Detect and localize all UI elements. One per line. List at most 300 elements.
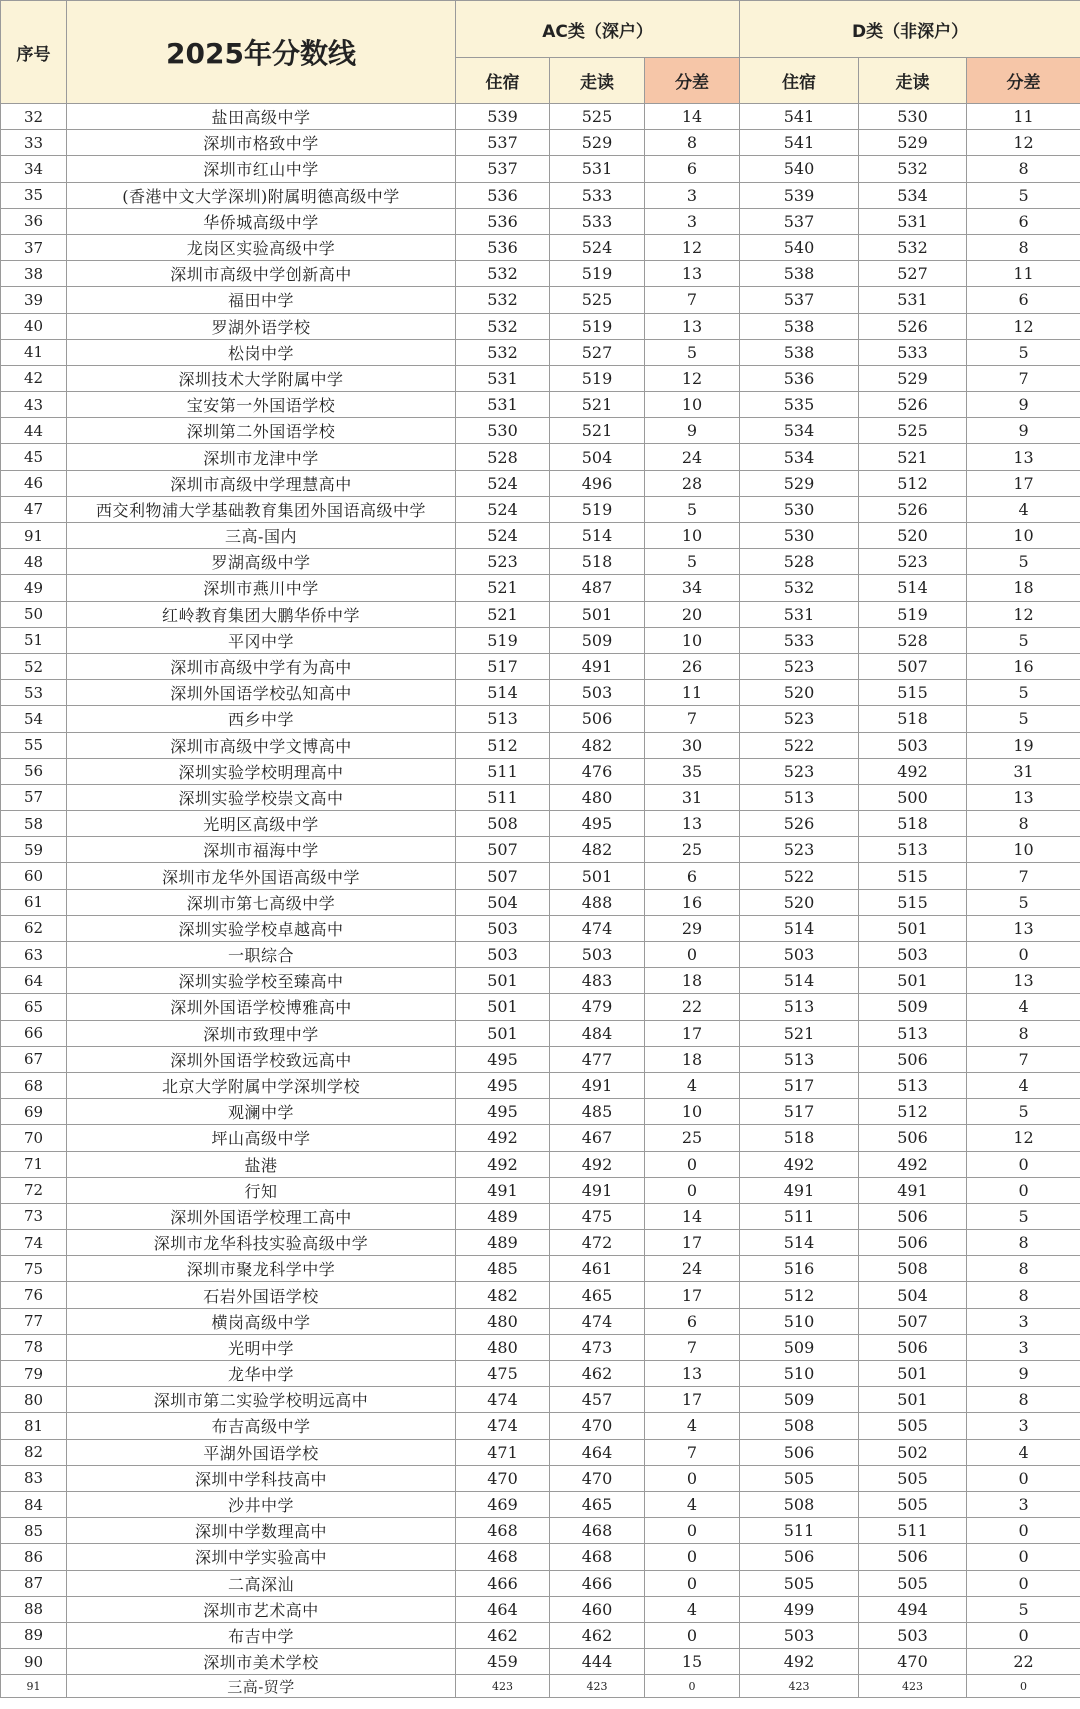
d-diff-cell: 11 bbox=[967, 104, 1080, 130]
table-row bbox=[1, 1151, 1080, 1177]
ac-day-score-cell: 501 bbox=[550, 863, 645, 889]
d-board-score-cell: 522 bbox=[740, 732, 859, 758]
table-row bbox=[1, 1046, 1080, 1072]
ac-diff-cell: 0 bbox=[645, 1570, 740, 1596]
ac-day-score-cell: 461 bbox=[550, 1256, 645, 1282]
school-name-cell: 北京大学附属中学深圳学校 bbox=[67, 1072, 456, 1098]
ac-board-score-cell: 507 bbox=[456, 837, 550, 863]
d-diff-cell: 7 bbox=[967, 863, 1080, 889]
ac-diff-cell: 0 bbox=[645, 1518, 740, 1544]
ac-diff-cell: 17 bbox=[645, 1230, 740, 1256]
ac-day-score-cell: 465 bbox=[550, 1282, 645, 1308]
ac-day-score-cell: 475 bbox=[550, 1203, 645, 1229]
school-name-cell: 深圳外国语学校理工高中 bbox=[67, 1203, 456, 1229]
d-diff-cell: 4 bbox=[967, 1439, 1080, 1465]
ac-day-score-cell: 519 bbox=[550, 313, 645, 339]
ac-diff-cell: 12 bbox=[645, 365, 740, 391]
school-name-cell: 行知 bbox=[67, 1177, 456, 1203]
d-day-score-cell: 526 bbox=[859, 496, 967, 522]
ac-day-score-cell: 482 bbox=[550, 732, 645, 758]
ac-diff-cell: 10 bbox=[645, 523, 740, 549]
seq-cell: 62 bbox=[1, 915, 67, 941]
ac-day-score-cell: 423 bbox=[550, 1675, 645, 1698]
d-day-score-cell: 506 bbox=[859, 1203, 967, 1229]
school-name-cell: (香港中文大学深圳)附属明德高级中学 bbox=[67, 182, 456, 208]
ac-diff-cell: 26 bbox=[645, 653, 740, 679]
d-board-score-cell: 536 bbox=[740, 365, 859, 391]
ac-board-score-cell: 524 bbox=[456, 470, 550, 496]
seq-cell: 60 bbox=[1, 863, 67, 889]
ac-board-score-cell: 528 bbox=[456, 444, 550, 470]
seq-cell: 32 bbox=[1, 104, 67, 130]
ac-board-score-cell: 519 bbox=[456, 627, 550, 653]
ac-board-score-cell: 471 bbox=[456, 1439, 550, 1465]
seq-cell: 51 bbox=[1, 627, 67, 653]
table-row bbox=[1, 811, 1080, 837]
school-name-cell: 深圳外国语学校致远高中 bbox=[67, 1046, 456, 1072]
table-row bbox=[1, 1675, 1080, 1698]
school-name-cell: 布吉中学 bbox=[67, 1622, 456, 1648]
d-diff-cell: 11 bbox=[967, 261, 1080, 287]
d-day-score-cell: 500 bbox=[859, 784, 967, 810]
ac-diff-cell: 13 bbox=[645, 1361, 740, 1387]
ac-day-score-cell: 477 bbox=[550, 1046, 645, 1072]
d-diff-cell: 6 bbox=[967, 208, 1080, 234]
d-day-score-cell: 534 bbox=[859, 182, 967, 208]
table-row bbox=[1, 784, 1080, 810]
school-name-cell: 深圳市高级中学理慧高中 bbox=[67, 470, 456, 496]
table-row bbox=[1, 758, 1080, 784]
ac-day-score-cell: 492 bbox=[550, 1151, 645, 1177]
d-diff-cell: 8 bbox=[967, 1387, 1080, 1413]
d-board-header: 住宿 bbox=[740, 58, 859, 104]
ac-day-score-cell: 521 bbox=[550, 418, 645, 444]
d-diff-cell: 12 bbox=[967, 130, 1080, 156]
d-diff-cell: 13 bbox=[967, 968, 1080, 994]
d-day-score-cell: 501 bbox=[859, 968, 967, 994]
ac-board-score-cell: 489 bbox=[456, 1203, 550, 1229]
seq-cell: 86 bbox=[1, 1544, 67, 1570]
ac-day-score-cell: 473 bbox=[550, 1334, 645, 1360]
ac-day-score-cell: 503 bbox=[550, 680, 645, 706]
seq-cell: 87 bbox=[1, 1570, 67, 1596]
ac-day-score-cell: 467 bbox=[550, 1125, 645, 1151]
d-board-score-cell: 505 bbox=[740, 1570, 859, 1596]
table-row bbox=[1, 732, 1080, 758]
school-name-cell: 观澜中学 bbox=[67, 1099, 456, 1125]
ac-board-score-cell: 537 bbox=[456, 156, 550, 182]
ac-diff-cell: 16 bbox=[645, 889, 740, 915]
table-row bbox=[1, 1596, 1080, 1622]
d-diff-cell: 0 bbox=[967, 1675, 1080, 1698]
ac-day-score-cell: 468 bbox=[550, 1518, 645, 1544]
ac-day-header: 走读 bbox=[550, 58, 645, 104]
d-board-score-cell: 509 bbox=[740, 1387, 859, 1413]
table-row bbox=[1, 1072, 1080, 1098]
seq-cell: 88 bbox=[1, 1596, 67, 1622]
ac-diff-cell: 8 bbox=[645, 130, 740, 156]
ac-diff-cell: 13 bbox=[645, 261, 740, 287]
ac-board-score-cell: 480 bbox=[456, 1308, 550, 1334]
ac-day-score-cell: 519 bbox=[550, 365, 645, 391]
ac-board-score-cell: 464 bbox=[456, 1596, 550, 1622]
seq-cell: 47 bbox=[1, 496, 67, 522]
d-board-score-cell: 503 bbox=[740, 1622, 859, 1648]
ac-board-score-cell: 532 bbox=[456, 339, 550, 365]
seq-cell: 76 bbox=[1, 1282, 67, 1308]
school-name-cell: 深圳外国语学校弘知高中 bbox=[67, 680, 456, 706]
d-diff-cell: 3 bbox=[967, 1491, 1080, 1517]
table-row bbox=[1, 575, 1080, 601]
ac-day-score-cell: 509 bbox=[550, 627, 645, 653]
school-name-cell: 西交利物浦大学基础教育集团外国语高级中学 bbox=[67, 496, 456, 522]
d-day-score-cell: 503 bbox=[859, 732, 967, 758]
d-diff-cell: 8 bbox=[967, 156, 1080, 182]
table-row bbox=[1, 1020, 1080, 1046]
table-row bbox=[1, 418, 1080, 444]
table-row bbox=[1, 1308, 1080, 1334]
ac-diff-cell: 3 bbox=[645, 208, 740, 234]
ac-board-score-cell: 524 bbox=[456, 496, 550, 522]
table-row bbox=[1, 1518, 1080, 1544]
ac-diff-cell: 4 bbox=[645, 1413, 740, 1439]
ac-diff-cell: 0 bbox=[645, 942, 740, 968]
ac-diff-cell: 0 bbox=[645, 1151, 740, 1177]
d-board-score-cell: 533 bbox=[740, 627, 859, 653]
d-diff-cell: 0 bbox=[967, 1544, 1080, 1570]
d-diff-cell: 5 bbox=[967, 889, 1080, 915]
ac-diff-cell: 11 bbox=[645, 680, 740, 706]
d-board-score-cell: 534 bbox=[740, 444, 859, 470]
d-board-score-cell: 520 bbox=[740, 889, 859, 915]
d-day-score-cell: 519 bbox=[859, 601, 967, 627]
ac-board-score-cell: 474 bbox=[456, 1413, 550, 1439]
school-name-cell: 深圳市艺术高中 bbox=[67, 1596, 456, 1622]
ac-board-score-cell: 495 bbox=[456, 1072, 550, 1098]
ac-diff-cell: 9 bbox=[645, 418, 740, 444]
ac-day-score-cell: 496 bbox=[550, 470, 645, 496]
d-day-score-cell: 503 bbox=[859, 1622, 967, 1648]
school-name-cell: 深圳市红山中学 bbox=[67, 156, 456, 182]
ac-diff-cell: 29 bbox=[645, 915, 740, 941]
d-board-score-cell: 523 bbox=[740, 653, 859, 679]
ac-diff-cell: 17 bbox=[645, 1387, 740, 1413]
seq-cell: 69 bbox=[1, 1099, 67, 1125]
school-name-cell: 横岗高级中学 bbox=[67, 1308, 456, 1334]
d-day-score-cell: 491 bbox=[859, 1177, 967, 1203]
ac-day-score-cell: 462 bbox=[550, 1622, 645, 1648]
d-day-score-cell: 526 bbox=[859, 392, 967, 418]
seq-cell: 57 bbox=[1, 784, 67, 810]
ac-group-header: AC类（深户） bbox=[456, 1, 740, 58]
d-day-score-cell: 505 bbox=[859, 1491, 967, 1517]
school-name-cell: 福田中学 bbox=[67, 287, 456, 313]
d-day-score-cell: 518 bbox=[859, 811, 967, 837]
d-diff-cell: 10 bbox=[967, 837, 1080, 863]
ac-diff-cell: 0 bbox=[645, 1675, 740, 1698]
ac-board-score-cell: 468 bbox=[456, 1518, 550, 1544]
d-board-score-cell: 523 bbox=[740, 706, 859, 732]
table-row bbox=[1, 837, 1080, 863]
ac-board-score-cell: 480 bbox=[456, 1334, 550, 1360]
seq-cell: 72 bbox=[1, 1177, 67, 1203]
d-diff-cell: 8 bbox=[967, 1256, 1080, 1282]
seq-cell: 63 bbox=[1, 942, 67, 968]
ac-day-score-cell: 521 bbox=[550, 392, 645, 418]
ac-board-score-cell: 501 bbox=[456, 968, 550, 994]
ac-day-score-cell: 444 bbox=[550, 1649, 645, 1675]
ac-diff-cell: 7 bbox=[645, 706, 740, 732]
d-board-score-cell: 517 bbox=[740, 1099, 859, 1125]
table-row bbox=[1, 1125, 1080, 1151]
d-day-score-cell: 513 bbox=[859, 837, 967, 863]
table-row bbox=[1, 261, 1080, 287]
ac-board-score-cell: 511 bbox=[456, 784, 550, 810]
school-name-cell: 深圳实验学校卓越高中 bbox=[67, 915, 456, 941]
ac-day-score-cell: 466 bbox=[550, 1570, 645, 1596]
ac-board-score-cell: 536 bbox=[456, 234, 550, 260]
d-diff-cell: 0 bbox=[967, 1177, 1080, 1203]
ac-day-score-cell: 527 bbox=[550, 339, 645, 365]
table-row bbox=[1, 392, 1080, 418]
ac-day-score-cell: 491 bbox=[550, 1072, 645, 1098]
ac-day-score-cell: 476 bbox=[550, 758, 645, 784]
d-day-score-cell: 470 bbox=[859, 1649, 967, 1675]
d-board-score-cell: 537 bbox=[740, 208, 859, 234]
d-board-score-cell: 541 bbox=[740, 104, 859, 130]
ac-day-score-cell: 462 bbox=[550, 1361, 645, 1387]
seq-cell: 61 bbox=[1, 889, 67, 915]
seq-cell: 38 bbox=[1, 261, 67, 287]
school-name-cell: 三高-贸学 bbox=[67, 1675, 456, 1698]
d-day-score-cell: 505 bbox=[859, 1570, 967, 1596]
school-name-cell: 二高深汕 bbox=[67, 1570, 456, 1596]
school-name-cell: 罗湖高级中学 bbox=[67, 549, 456, 575]
table-row bbox=[1, 104, 1080, 130]
d-board-score-cell: 514 bbox=[740, 968, 859, 994]
d-diff-cell: 12 bbox=[967, 313, 1080, 339]
d-day-score-cell: 529 bbox=[859, 365, 967, 391]
table-row bbox=[1, 208, 1080, 234]
school-name-cell: 石岩外国语学校 bbox=[67, 1282, 456, 1308]
seq-cell: 55 bbox=[1, 732, 67, 758]
d-diff-cell: 19 bbox=[967, 732, 1080, 758]
ac-board-score-cell: 530 bbox=[456, 418, 550, 444]
ac-diff-cell: 17 bbox=[645, 1282, 740, 1308]
d-board-score-cell: 523 bbox=[740, 837, 859, 863]
table-row bbox=[1, 470, 1080, 496]
ac-day-score-cell: 465 bbox=[550, 1491, 645, 1517]
table-row bbox=[1, 444, 1080, 470]
d-diff-cell: 0 bbox=[967, 1622, 1080, 1648]
table-row bbox=[1, 863, 1080, 889]
school-name-cell: 西乡中学 bbox=[67, 706, 456, 732]
d-day-score-cell: 525 bbox=[859, 418, 967, 444]
ac-diff-cell: 7 bbox=[645, 1334, 740, 1360]
seq-cell: 91 bbox=[1, 523, 67, 549]
d-day-score-cell: 508 bbox=[859, 1256, 967, 1282]
ac-day-score-cell: 488 bbox=[550, 889, 645, 915]
d-diff-cell: 5 bbox=[967, 182, 1080, 208]
d-day-score-cell: 507 bbox=[859, 1308, 967, 1334]
d-day-score-cell: 531 bbox=[859, 208, 967, 234]
d-board-score-cell: 539 bbox=[740, 182, 859, 208]
school-name-cell: 深圳市燕川中学 bbox=[67, 575, 456, 601]
ac-board-score-cell: 468 bbox=[456, 1544, 550, 1570]
d-diff-cell: 13 bbox=[967, 915, 1080, 941]
seq-cell: 45 bbox=[1, 444, 67, 470]
d-board-score-cell: 491 bbox=[740, 1177, 859, 1203]
ac-day-score-cell: 501 bbox=[550, 601, 645, 627]
d-day-score-cell: 526 bbox=[859, 313, 967, 339]
d-diff-cell: 0 bbox=[967, 1570, 1080, 1596]
ac-day-score-cell: 524 bbox=[550, 234, 645, 260]
table-row bbox=[1, 1413, 1080, 1439]
d-board-score-cell: 538 bbox=[740, 313, 859, 339]
ac-diff-cell: 4 bbox=[645, 1491, 740, 1517]
d-board-score-cell: 514 bbox=[740, 1230, 859, 1256]
d-day-score-cell: 509 bbox=[859, 994, 967, 1020]
ac-board-score-cell: 508 bbox=[456, 811, 550, 837]
seq-cell: 43 bbox=[1, 392, 67, 418]
d-day-score-cell: 531 bbox=[859, 287, 967, 313]
d-diff-cell: 0 bbox=[967, 1151, 1080, 1177]
d-diff-cell: 22 bbox=[967, 1649, 1080, 1675]
ac-diff-cell: 17 bbox=[645, 1020, 740, 1046]
d-day-score-cell: 505 bbox=[859, 1413, 967, 1439]
d-diff-cell: 5 bbox=[967, 1596, 1080, 1622]
d-day-score-cell: 528 bbox=[859, 627, 967, 653]
school-name-cell: 深圳市龙华外国语高级中学 bbox=[67, 863, 456, 889]
table-row bbox=[1, 601, 1080, 627]
d-diff-cell: 12 bbox=[967, 601, 1080, 627]
ac-day-score-cell: 483 bbox=[550, 968, 645, 994]
ac-diff-cell: 7 bbox=[645, 1439, 740, 1465]
d-board-score-cell: 535 bbox=[740, 392, 859, 418]
d-board-score-cell: 532 bbox=[740, 575, 859, 601]
d-board-score-cell: 492 bbox=[740, 1649, 859, 1675]
table-row bbox=[1, 915, 1080, 941]
d-diff-cell: 17 bbox=[967, 470, 1080, 496]
d-day-score-cell: 514 bbox=[859, 575, 967, 601]
ac-board-score-cell: 489 bbox=[456, 1230, 550, 1256]
school-name-cell: 深圳实验学校明理高中 bbox=[67, 758, 456, 784]
table-body bbox=[1, 104, 1080, 1698]
seq-cell: 85 bbox=[1, 1518, 67, 1544]
d-day-score-cell: 501 bbox=[859, 1387, 967, 1413]
ac-diff-cell: 22 bbox=[645, 994, 740, 1020]
d-day-score-cell: 530 bbox=[859, 104, 967, 130]
ac-diff-cell: 24 bbox=[645, 1256, 740, 1282]
d-board-score-cell: 511 bbox=[740, 1518, 859, 1544]
ac-day-score-cell: 470 bbox=[550, 1465, 645, 1491]
seq-cell: 79 bbox=[1, 1361, 67, 1387]
ac-day-score-cell: 485 bbox=[550, 1099, 645, 1125]
table-row bbox=[1, 1649, 1080, 1675]
seq-cell: 48 bbox=[1, 549, 67, 575]
d-day-score-cell: 512 bbox=[859, 470, 967, 496]
table-row bbox=[1, 1465, 1080, 1491]
d-diff-cell: 5 bbox=[967, 339, 1080, 365]
d-day-score-cell: 532 bbox=[859, 156, 967, 182]
table-row bbox=[1, 994, 1080, 1020]
ac-day-score-cell: 470 bbox=[550, 1413, 645, 1439]
table-row bbox=[1, 1361, 1080, 1387]
d-diff-cell: 4 bbox=[967, 1072, 1080, 1098]
d-diff-cell: 7 bbox=[967, 1046, 1080, 1072]
d-day-score-cell: 506 bbox=[859, 1046, 967, 1072]
seq-cell: 40 bbox=[1, 313, 67, 339]
d-board-score-cell: 514 bbox=[740, 915, 859, 941]
d-diff-cell: 8 bbox=[967, 1020, 1080, 1046]
d-diff-header: 分差 bbox=[967, 58, 1080, 104]
ac-diff-header: 分差 bbox=[645, 58, 740, 104]
ac-diff-cell: 6 bbox=[645, 156, 740, 182]
d-day-score-cell: 507 bbox=[859, 653, 967, 679]
ac-board-score-cell: 517 bbox=[456, 653, 550, 679]
d-board-score-cell: 499 bbox=[740, 1596, 859, 1622]
school-name-cell: 深圳市美术学校 bbox=[67, 1649, 456, 1675]
ac-diff-cell: 0 bbox=[645, 1177, 740, 1203]
d-diff-cell: 8 bbox=[967, 811, 1080, 837]
table-row bbox=[1, 1282, 1080, 1308]
school-name-cell: 深圳技术大学附属中学 bbox=[67, 365, 456, 391]
school-name-cell: 布吉高级中学 bbox=[67, 1413, 456, 1439]
ac-board-score-cell: 501 bbox=[456, 1020, 550, 1046]
seq-cell: 44 bbox=[1, 418, 67, 444]
d-board-score-cell: 510 bbox=[740, 1308, 859, 1334]
seq-cell: 89 bbox=[1, 1622, 67, 1648]
table-row bbox=[1, 234, 1080, 260]
seq-cell: 49 bbox=[1, 575, 67, 601]
seq-cell: 73 bbox=[1, 1203, 67, 1229]
school-name-cell: 宝安第一外国语学校 bbox=[67, 392, 456, 418]
ac-board-score-cell: 501 bbox=[456, 994, 550, 1020]
d-diff-cell: 0 bbox=[967, 1465, 1080, 1491]
d-diff-cell: 5 bbox=[967, 1099, 1080, 1125]
d-board-score-cell: 521 bbox=[740, 1020, 859, 1046]
ac-diff-cell: 0 bbox=[645, 1544, 740, 1570]
ac-diff-cell: 15 bbox=[645, 1649, 740, 1675]
school-name-cell: 三高-国内 bbox=[67, 523, 456, 549]
d-day-score-cell: 506 bbox=[859, 1125, 967, 1151]
seq-cell: 75 bbox=[1, 1256, 67, 1282]
school-name-cell: 光明区高级中学 bbox=[67, 811, 456, 837]
d-board-score-cell: 506 bbox=[740, 1544, 859, 1570]
d-day-score-cell: 532 bbox=[859, 234, 967, 260]
seq-cell: 90 bbox=[1, 1649, 67, 1675]
school-name-cell: 盐港 bbox=[67, 1151, 456, 1177]
d-day-score-cell: 515 bbox=[859, 863, 967, 889]
seq-cell: 65 bbox=[1, 994, 67, 1020]
school-name-cell: 深圳市福海中学 bbox=[67, 837, 456, 863]
ac-diff-cell: 14 bbox=[645, 1203, 740, 1229]
d-diff-cell: 12 bbox=[967, 1125, 1080, 1151]
ac-day-score-cell: 506 bbox=[550, 706, 645, 732]
table-row bbox=[1, 549, 1080, 575]
ac-diff-cell: 18 bbox=[645, 968, 740, 994]
seq-cell: 81 bbox=[1, 1413, 67, 1439]
seq-cell: 80 bbox=[1, 1387, 67, 1413]
d-day-score-cell: 527 bbox=[859, 261, 967, 287]
d-day-score-cell: 492 bbox=[859, 758, 967, 784]
ac-day-score-cell: 468 bbox=[550, 1544, 645, 1570]
ac-board-score-cell: 513 bbox=[456, 706, 550, 732]
table-row bbox=[1, 287, 1080, 313]
ac-day-score-cell: 504 bbox=[550, 444, 645, 470]
d-diff-cell: 5 bbox=[967, 627, 1080, 653]
ac-diff-cell: 10 bbox=[645, 392, 740, 418]
